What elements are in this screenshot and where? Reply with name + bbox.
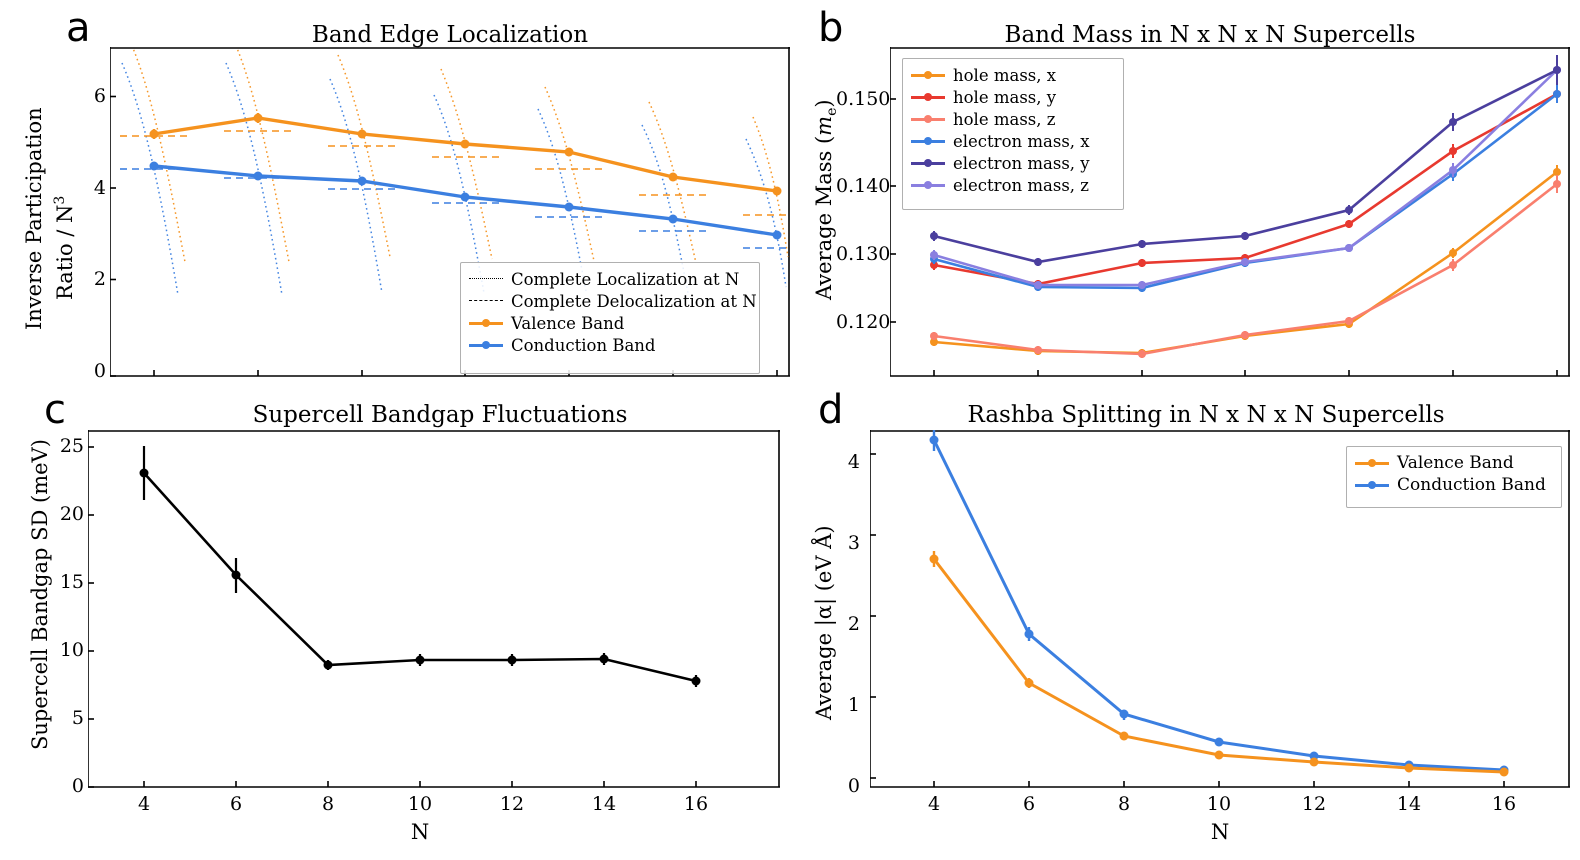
legend-item-electron-mass-y [911, 152, 1115, 174]
legend-label: Conduction Band [1397, 475, 1546, 495]
panel-c-plot [88, 430, 780, 790]
legend-label: Valence Band [511, 313, 625, 333]
panel-c-ylabel: Supercell Bandgap SD (meV) [28, 439, 52, 750]
panel-b-ylabel-close: ) [812, 99, 836, 108]
panel-a-ylabel-exp: 3 [52, 195, 68, 205]
legend-item-valence-band [469, 312, 751, 334]
panel-d-ytick-1: 1 [847, 694, 860, 716]
panel-a-title: Band Edge Localization [311, 22, 589, 48]
panel-a-letter: a [66, 5, 91, 51]
panel-c-xtick-6: 16 [683, 793, 709, 815]
panel-b-ylabel-sub: e [824, 107, 841, 116]
blue-line-marker-icon [469, 338, 503, 352]
panel-b [790, 0, 1580, 400]
legend-item-hole-mass-x [911, 64, 1115, 86]
orange-line-marker-icon [1355, 456, 1389, 470]
legend-label: Complete Localization at N [511, 269, 740, 289]
panel-d-letter: d [818, 387, 844, 433]
legend-label: electron mass, z [953, 175, 1089, 195]
panel-d-ylabel: Average |α| (eV Å) [812, 525, 836, 720]
panel-c-xtick-1: 6 [229, 793, 243, 815]
panel-d-xtick-5: 14 [1396, 793, 1422, 815]
panel-b-letter: b [818, 5, 844, 51]
legend-label: Complete Delocalization at N [511, 291, 757, 311]
legend-label: hole mass, x [953, 65, 1057, 85]
panel-d-xlabel: N [1210, 820, 1230, 844]
panel-d-xtick-1: 6 [1022, 793, 1036, 815]
panel-c-ytick-1: 5 [71, 707, 84, 729]
legend-item-hole-mass-y [911, 86, 1115, 108]
panel-d-legend [1346, 446, 1562, 508]
panel-c-xtick-2: 8 [321, 793, 335, 815]
panel-c-ytick-4: 20 [59, 503, 84, 525]
legend-item-electron-mass-z [911, 174, 1115, 196]
panel-c-ytick-5: 25 [59, 435, 84, 457]
legend-item-conduction-band [469, 334, 751, 356]
orange-line-marker-icon [911, 68, 945, 82]
panel-a [0, 0, 790, 400]
panel-c-xtick-3: 10 [407, 793, 433, 815]
legend-item-valence-band [1355, 452, 1553, 474]
blue-line-marker-icon [911, 134, 945, 148]
legend-item-hole-mass-z [911, 108, 1115, 130]
legend-item-complete-delocalization [469, 290, 757, 312]
legend-label: electron mass, x [953, 131, 1090, 151]
periwinkle-line-marker-icon [911, 178, 945, 192]
legend-label: hole mass, z [953, 109, 1056, 129]
panel-a-legend [460, 262, 760, 374]
panel-a-ytick-0: 0 [93, 360, 106, 382]
panel-a-ylabel-line2-text: Ratio / N [53, 204, 77, 300]
panel-c-xtick-4: 12 [499, 793, 525, 815]
panel-b-ytick-0: 0.120 [836, 311, 891, 333]
panel-d [790, 387, 1580, 860]
panel-b-ylabel-main: Average Mass ( [812, 135, 836, 300]
panel-b-ylabel-sym: m [812, 115, 836, 136]
panel-b-ytick-2: 0.140 [836, 175, 891, 197]
panel-b-title: Band Mass in N x N x N Supercells [1004, 22, 1416, 48]
panel-d-xtick-6: 16 [1491, 793, 1517, 815]
dashed-line-icon [469, 294, 503, 308]
panel-c-xtick-0: 4 [137, 793, 151, 815]
red-line-marker-icon [911, 90, 945, 104]
legend-item-electron-mass-x [911, 130, 1115, 152]
panel-d-ytick-0: 0 [847, 775, 860, 797]
navy-line-marker-icon [911, 156, 945, 170]
panel-d-xtick-2: 8 [1117, 793, 1131, 815]
panel-b-ytick-1: 0.130 [836, 243, 891, 265]
dotted-line-icon [469, 272, 503, 286]
panel-b-ytick-3: 0.150 [836, 88, 891, 110]
panel-b-legend [902, 58, 1124, 210]
panel-d-xtick-4: 12 [1301, 793, 1327, 815]
panel-a-ytick-2: 4 [93, 177, 106, 199]
panel-d-ytick-3: 3 [847, 532, 860, 554]
legend-item-complete-localization [469, 268, 751, 290]
panel-d-xtick-0: 4 [927, 793, 941, 815]
panel-c-letter: c [44, 387, 66, 433]
panel-d-xtick-3: 10 [1206, 793, 1232, 815]
orange-line-marker-icon [469, 316, 503, 330]
legend-label: Valence Band [1397, 453, 1514, 473]
legend-label: Conduction Band [511, 335, 656, 355]
legend-label: electron mass, y [953, 153, 1090, 173]
panel-c-xlabel: N [410, 820, 430, 844]
blue-line-marker-icon [1355, 478, 1389, 492]
panel-c [0, 387, 790, 860]
panel-d-title: Rashba Splitting in N x N x N Supercells [967, 402, 1445, 428]
panel-c-ytick-2: 10 [59, 639, 84, 661]
legend-label: hole mass, y [953, 87, 1057, 107]
panel-a-ylabel-line2 [52, 196, 77, 300]
panel-d-ytick-2: 2 [847, 613, 860, 635]
panel-b-ylabel [812, 99, 840, 300]
panel-c-title: Supercell Bandgap Fluctuations [252, 402, 628, 428]
panel-d-ytick-4: 4 [847, 451, 860, 473]
panel-a-ytick-3: 6 [93, 85, 106, 107]
legend-item-conduction-band [1355, 474, 1553, 496]
salmon-line-marker-icon [911, 112, 945, 126]
panel-c-ytick-0: 0 [71, 775, 84, 797]
panel-c-xtick-5: 14 [591, 793, 617, 815]
panel-c-ytick-3: 15 [59, 571, 84, 593]
panel-a-ytick-1: 2 [93, 268, 106, 290]
panel-a-ylabel-line1: Inverse Participation [22, 107, 46, 330]
